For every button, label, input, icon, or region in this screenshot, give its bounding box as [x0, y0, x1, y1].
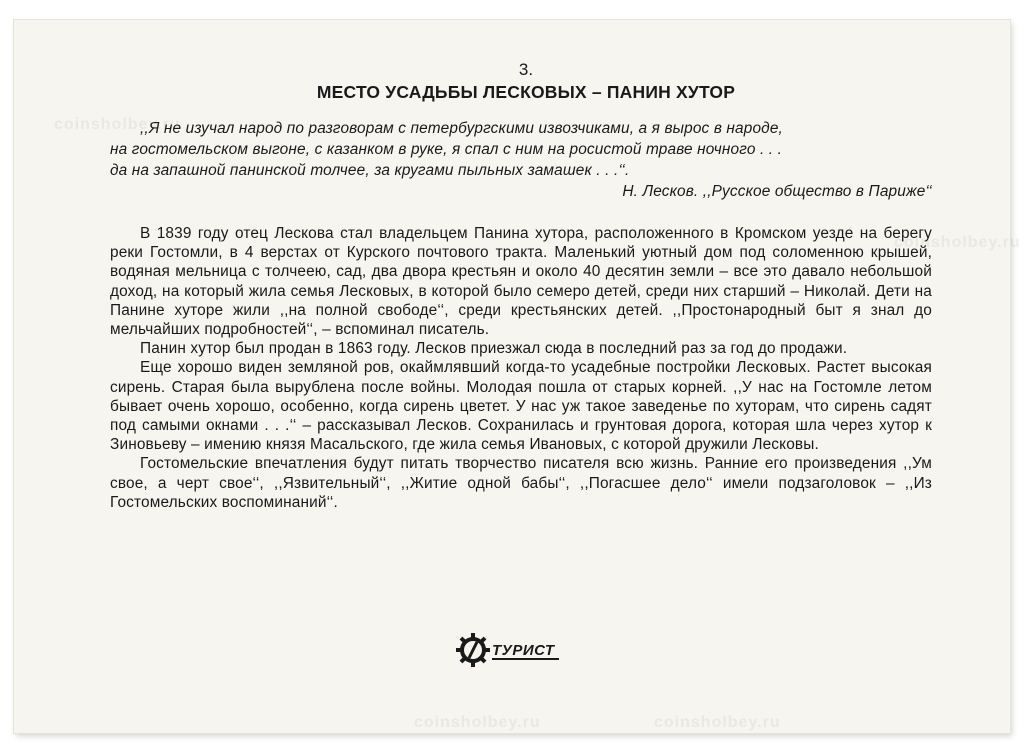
watermark: coinsholbey.ru: [654, 714, 781, 731]
logo-text: ТУРИСТ: [492, 644, 559, 660]
gear-icon: [456, 633, 490, 667]
epigraph-line: на гостомельском выгоне, с казанком в руке, я спал с ним на росистой траве ночного . . .: [110, 141, 783, 158]
watermark: coinsholbey.ru: [894, 234, 1021, 251]
page-number: 3.: [518, 60, 534, 79]
postcard: [14, 20, 1021, 733]
epigraph-line: да на запашной панинской толчее, за кругами пыльных замашек . . .‘‘.: [110, 162, 630, 179]
epigraph: [110, 118, 932, 202]
body-text: [110, 224, 932, 512]
paragraph: Панин хутор был продан в 1863 году. Лесков приезжал сюда в последний раз за год до продажи.: [140, 340, 848, 358]
paragraph: Еще хорошо виден земляной ров, окаймлявший когда-то усадебные постройки Лесковых. Растет высокая сирень. Старая была вырублена после войны. Молодая пошла от старых корней. ,,У нас на Гостомле летом бывает очень хорошо, особенно, когда сирень цветет. У нас уж такое заведенье по хуторам, что сирень садят под самыми окнами . . .‘‘ – рассказывал Лесков. Сохранилась и грунтовая дорога, которая шла через хутор к Зиновьеву – имению князя Масальского, где жила семья Ивановых, с которой дружили Лесковы.: [110, 359, 932, 454]
turist-logo: [456, 626, 568, 674]
watermark: coinsholbey.ru: [414, 714, 541, 731]
watermark: coinsholbey.ru: [54, 116, 181, 133]
paragraph: В 1839 году отец Лескова стал владельцем Панина хутора, расположенного в Кромском уезде на берегу реки Гостомли, в 4 верстах от Курского почтового тракта. Маленький уютный дом под соломенною крышей, водяная мельница с толчеею, сад, два двора крестьян и около 40 десятин земли – все это давало небольшой доход, на который жила семья Лесковых, в которой было семеро детей, среди них старший – Николай. Дети на Панине хуторе жили ,,на полной свободе‘‘, среди крестьянских детей. ,,Простонародный быт я знал до мельчайших подробностей‘‘, – вспоминал писатель.: [110, 225, 932, 339]
page-title: МЕСТО УСАДЬБЫ ЛЕСКОВЫХ – ПАНИН ХУТОР: [316, 82, 736, 102]
epigraph-line: ,,Я не изучал народ по разговорам с петербургскими извозчиками, а я вырос в народе,: [140, 120, 783, 137]
text-block: [110, 60, 932, 512]
paragraph: Гостомельские впечатления будут питать творчество писателя всю жизнь. Ранние его произведения ,,Ум свое, а черт свое‘‘, ,,Язвительный‘‘, ,,Житие одной бабы‘‘, ,,Погасшее дело‘‘ имели подзаголовок – ,,Из Гостомельских воспоминаний‘‘.: [110, 455, 932, 511]
epigraph-attribution: Н. Лесков. ,,Русское общество в Париже‘‘: [622, 183, 932, 200]
